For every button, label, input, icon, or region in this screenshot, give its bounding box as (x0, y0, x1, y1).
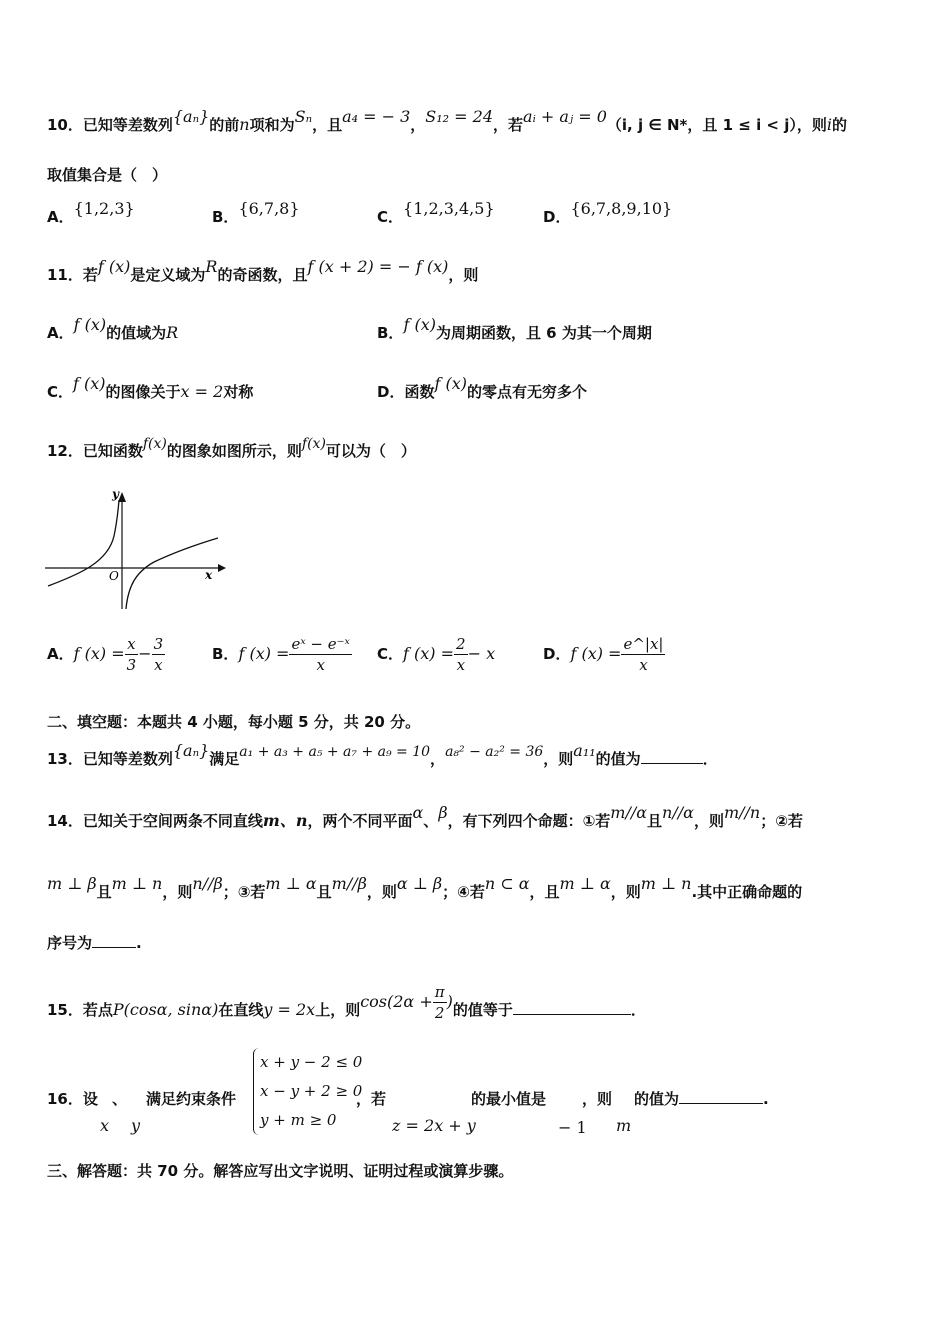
q12-text: 的图象如图所示，则 (166, 442, 302, 460)
denominator: x (639, 656, 648, 674)
q14-condition: m//β (331, 874, 367, 893)
q16-constraint-system (253, 1048, 362, 1135)
section-2-title: 二、填空题：本题共 4 小题，每小题 5 分，共 20 分。 (47, 713, 421, 731)
q13-answer-blank[interactable] (641, 749, 703, 764)
q15-line-eq: y = 2x (263, 1000, 316, 1019)
q16-m: m (616, 1116, 632, 1135)
q11-option-d[interactable] (377, 374, 587, 402)
constraint: x − y + 2 ≥ 0 (260, 1082, 363, 1100)
q14-text: ，则 (162, 883, 193, 901)
q14-beta: β (438, 803, 448, 822)
q10-sn: Sₙ (294, 107, 313, 126)
q10-s12: S₁₂ = 24 (425, 107, 494, 126)
q10-text: 项和为 (249, 116, 295, 134)
option-value: {6,7,8} (238, 199, 300, 218)
q10-text: ，若 (493, 116, 524, 134)
q14-condition: n ⊂ α (484, 874, 530, 893)
q16-prefix: 16．设 (47, 1090, 98, 1108)
q10-sequence: {aₙ} (172, 107, 210, 126)
denominator: x (154, 656, 163, 674)
q11-option-b[interactable] (377, 315, 652, 343)
q14-alpha: α (412, 803, 424, 822)
q16-text-1: 满足约束条件 (146, 1090, 237, 1108)
q15-cos: cos(2α + (360, 992, 433, 1011)
denominator: x (316, 656, 325, 674)
option-text: 的图像关于 (105, 383, 181, 401)
option-eq: x = 2 (180, 382, 224, 401)
fraction (454, 634, 468, 675)
q14-text: 序号为 (47, 934, 93, 952)
q12-fx: f(x) (142, 436, 167, 452)
q14-text: .其中正确命题的 (691, 883, 803, 901)
option-label: D． (543, 208, 571, 226)
q16-x: x (100, 1116, 110, 1135)
q15-text: 的值等于 (452, 1001, 513, 1019)
q12-option-d[interactable] (543, 634, 665, 675)
option-text: 对称 (223, 383, 254, 401)
option-label: A． (47, 645, 74, 663)
q12-line1 (47, 436, 416, 461)
q10-text: 的 (832, 116, 848, 134)
origin-label: O (109, 569, 119, 583)
q11-option-a[interactable] (47, 315, 179, 343)
q13-equation-1: a₁ + a₃ + a₅ + a₇ + a₉ = 10 (239, 744, 431, 760)
numerator: 3 (153, 635, 164, 653)
q15-line (47, 983, 646, 1031)
q11-text: ，则 (448, 266, 479, 284)
q14-line3 (47, 932, 142, 953)
option-lhs: f (x) = (238, 644, 290, 663)
q14-line1 (47, 803, 803, 831)
numerator: eˣ − e⁻ˣ (291, 635, 350, 653)
option-fx: f (x) (403, 315, 436, 334)
q16-text-3: 的最小值是 (471, 1090, 547, 1108)
q16-text: 的值为 (634, 1090, 680, 1108)
option-value: {1,2,3} (73, 199, 135, 218)
q10-text: ， (410, 116, 426, 134)
q14-condition: m ⊥ α (559, 874, 611, 893)
minus-sign: − (138, 644, 152, 663)
q14-condition: n//β (192, 874, 223, 893)
q15-close: ) (446, 992, 453, 1011)
numerator: x (125, 634, 139, 655)
q12-option-c[interactable] (377, 634, 495, 675)
q14-condition: α ⊥ β (396, 874, 443, 893)
constraint: y + m ≥ 0 (260, 1111, 337, 1129)
q10-condition: aᵢ + aⱼ = 0 (523, 107, 607, 126)
q14-condition: m//n (723, 803, 761, 822)
q13-text: ， (430, 750, 446, 768)
option-text: 为周期函数，且 6 为其一个周期 (435, 324, 652, 342)
q15-text: 上，则 (315, 1001, 361, 1019)
option-label: C． (377, 208, 404, 226)
option-R: R (166, 323, 179, 342)
option-label: C． (377, 645, 404, 663)
q13-sequence: {aₙ} (172, 741, 210, 760)
option-fx: f (x) (73, 374, 106, 393)
q16-z: z = 2x + y (392, 1116, 476, 1135)
q11-fx: f (x) (97, 257, 131, 276)
q14-answer-blank[interactable] (92, 933, 136, 948)
q10-paren: （i, j ∈ N*，且 1 ≤ i < j），则 (606, 116, 827, 134)
q12-option-a[interactable] (47, 634, 165, 675)
option-value: {6,7,8,9,10} (570, 199, 673, 218)
q14-condition: m ⊥ n (111, 874, 163, 893)
q14-end: . (136, 934, 142, 952)
q15-text: 在直线 (218, 1001, 264, 1019)
q12-option-b[interactable] (212, 634, 352, 675)
q14-prefix: 14．已知关于空间两条不同直线 (47, 812, 263, 830)
q16-y: y (131, 1116, 141, 1135)
q14-text: ，则 (693, 812, 724, 830)
q12-fx: f(x) (301, 436, 326, 452)
q14-text: ，则 (610, 883, 641, 901)
q14-condition: m ⊥ n (640, 874, 692, 893)
section-3-title: 三、解答题：共 70 分。解答应写出文字说明、证明过程或演算步骤。 (47, 1162, 514, 1180)
q14-condition: m//α (610, 803, 648, 822)
option-value: {1,2,3,4,5} (403, 199, 495, 218)
q10-option-d[interactable] (543, 199, 673, 227)
q14-text: ，有下列四个命题：①若 (447, 812, 611, 830)
q11-text: 是定义域为 (130, 266, 206, 284)
x-axis-arrow-icon (218, 564, 226, 572)
q11-line1 (47, 257, 479, 285)
q14-text: ，则 (366, 883, 397, 901)
q16-text-4: ，则 (582, 1090, 613, 1108)
q10-a4: a₄ = − 3 (342, 107, 411, 126)
q16-sep: 、 (112, 1090, 128, 1108)
constraint: x + y − 2 ≤ 0 (260, 1053, 363, 1071)
q16-end: . (763, 1090, 769, 1108)
q10-text: ，且 (312, 116, 343, 134)
q15-end: ． (630, 1001, 646, 1019)
q12-graph (40, 486, 230, 616)
q13-text: 满足 (209, 750, 240, 768)
q13-text: ，则 (543, 750, 574, 768)
q14-line2 (47, 874, 803, 902)
fraction (433, 982, 447, 1023)
option-text: 的零点有无穷多个 (466, 383, 587, 401)
q11-prefix: 11．若 (47, 266, 98, 284)
denominator: x (456, 656, 466, 674)
q14-text: ；③若 (222, 883, 266, 901)
q11-R: R (205, 257, 218, 276)
option-label: A． (47, 208, 74, 226)
option-label: B． (212, 208, 239, 226)
q10-line2: 取值集合是（ ） (47, 166, 168, 184)
fraction (125, 634, 139, 675)
fraction (152, 634, 166, 675)
denominator: 2 (434, 1004, 445, 1022)
option-label: B． (212, 645, 239, 663)
q11-equation: f (x + 2) = − f (x) (307, 257, 449, 276)
q13-prefix: 13．已知等差数列 (47, 750, 173, 768)
option-lhs: f (x) = (403, 644, 455, 663)
fraction (621, 634, 665, 675)
q10-option-c[interactable] (377, 199, 495, 227)
q12-prefix: 12．已知函数 (47, 442, 143, 460)
q15-point: P(cosα, sinα) (112, 1000, 219, 1019)
q14-condition: m ⊥ β (47, 874, 97, 893)
q10-prefix: 10．已知等差数列 (47, 116, 173, 134)
option-label: D．函数 (377, 383, 435, 401)
q13-equation-2: a₈² − a₂² = 36 (445, 744, 544, 760)
q14-text: ；④若 (442, 883, 485, 901)
q15-prefix: 15．若点 (47, 1001, 113, 1019)
fraction (289, 634, 351, 675)
q14-text: 且 (647, 812, 663, 830)
q14-text: 且 (96, 883, 112, 901)
option-lhs: f (x) = (570, 644, 622, 663)
q14-condition: n//α (662, 803, 694, 822)
q14-mn: m、n (262, 811, 308, 830)
q13-line (47, 741, 718, 769)
q11-option-c[interactable] (47, 374, 254, 402)
option-text: 的值域为 (106, 324, 167, 342)
q14-text: ，两个不同平面 (307, 812, 413, 830)
q10-i: i (826, 115, 832, 134)
numerator: 2 (456, 635, 466, 653)
q13-text: 的值为 (595, 750, 641, 768)
numerator: e^|x| (623, 635, 664, 653)
q14-text: 、 (423, 812, 439, 830)
q16-min-value: − 1 (558, 1118, 587, 1137)
q10-option-a[interactable] (47, 199, 135, 227)
option-lhs: f (x) = (73, 644, 125, 663)
option-label: A． (47, 324, 74, 342)
q14-condition: m ⊥ α (265, 874, 317, 893)
q15-answer-blank[interactable] (513, 1000, 631, 1015)
q14-text: ，且 (529, 883, 560, 901)
q10-text: 的前 (209, 116, 240, 134)
option-fx: f (x) (434, 374, 467, 393)
q16-answer-blank[interactable] (679, 1089, 763, 1104)
denominator: 3 (126, 656, 137, 674)
option-label: B． (377, 324, 404, 342)
q10-n: n (239, 115, 250, 134)
q13-end: ． (702, 750, 718, 768)
option-label: C． (47, 383, 74, 401)
q10-option-b[interactable] (212, 199, 300, 227)
q16-text-5 (634, 1088, 769, 1109)
q11-text: 的奇函数，且 (217, 266, 308, 284)
option-fx: f (x) (73, 315, 107, 334)
q12-text: 可以为（ ） (325, 442, 416, 460)
numerator: π (434, 983, 445, 1001)
option-tail: − x (467, 644, 496, 663)
q10-line1 (47, 107, 848, 135)
q16-text-2: ，若 (356, 1090, 387, 1108)
q14-text: 且 (316, 883, 332, 901)
option-label: D． (543, 645, 571, 663)
x-axis-label: x (205, 568, 213, 582)
q13-a11: a₁₁ (573, 741, 596, 760)
q14-text: ；②若 (760, 812, 803, 830)
y-axis-label: y (112, 487, 119, 501)
